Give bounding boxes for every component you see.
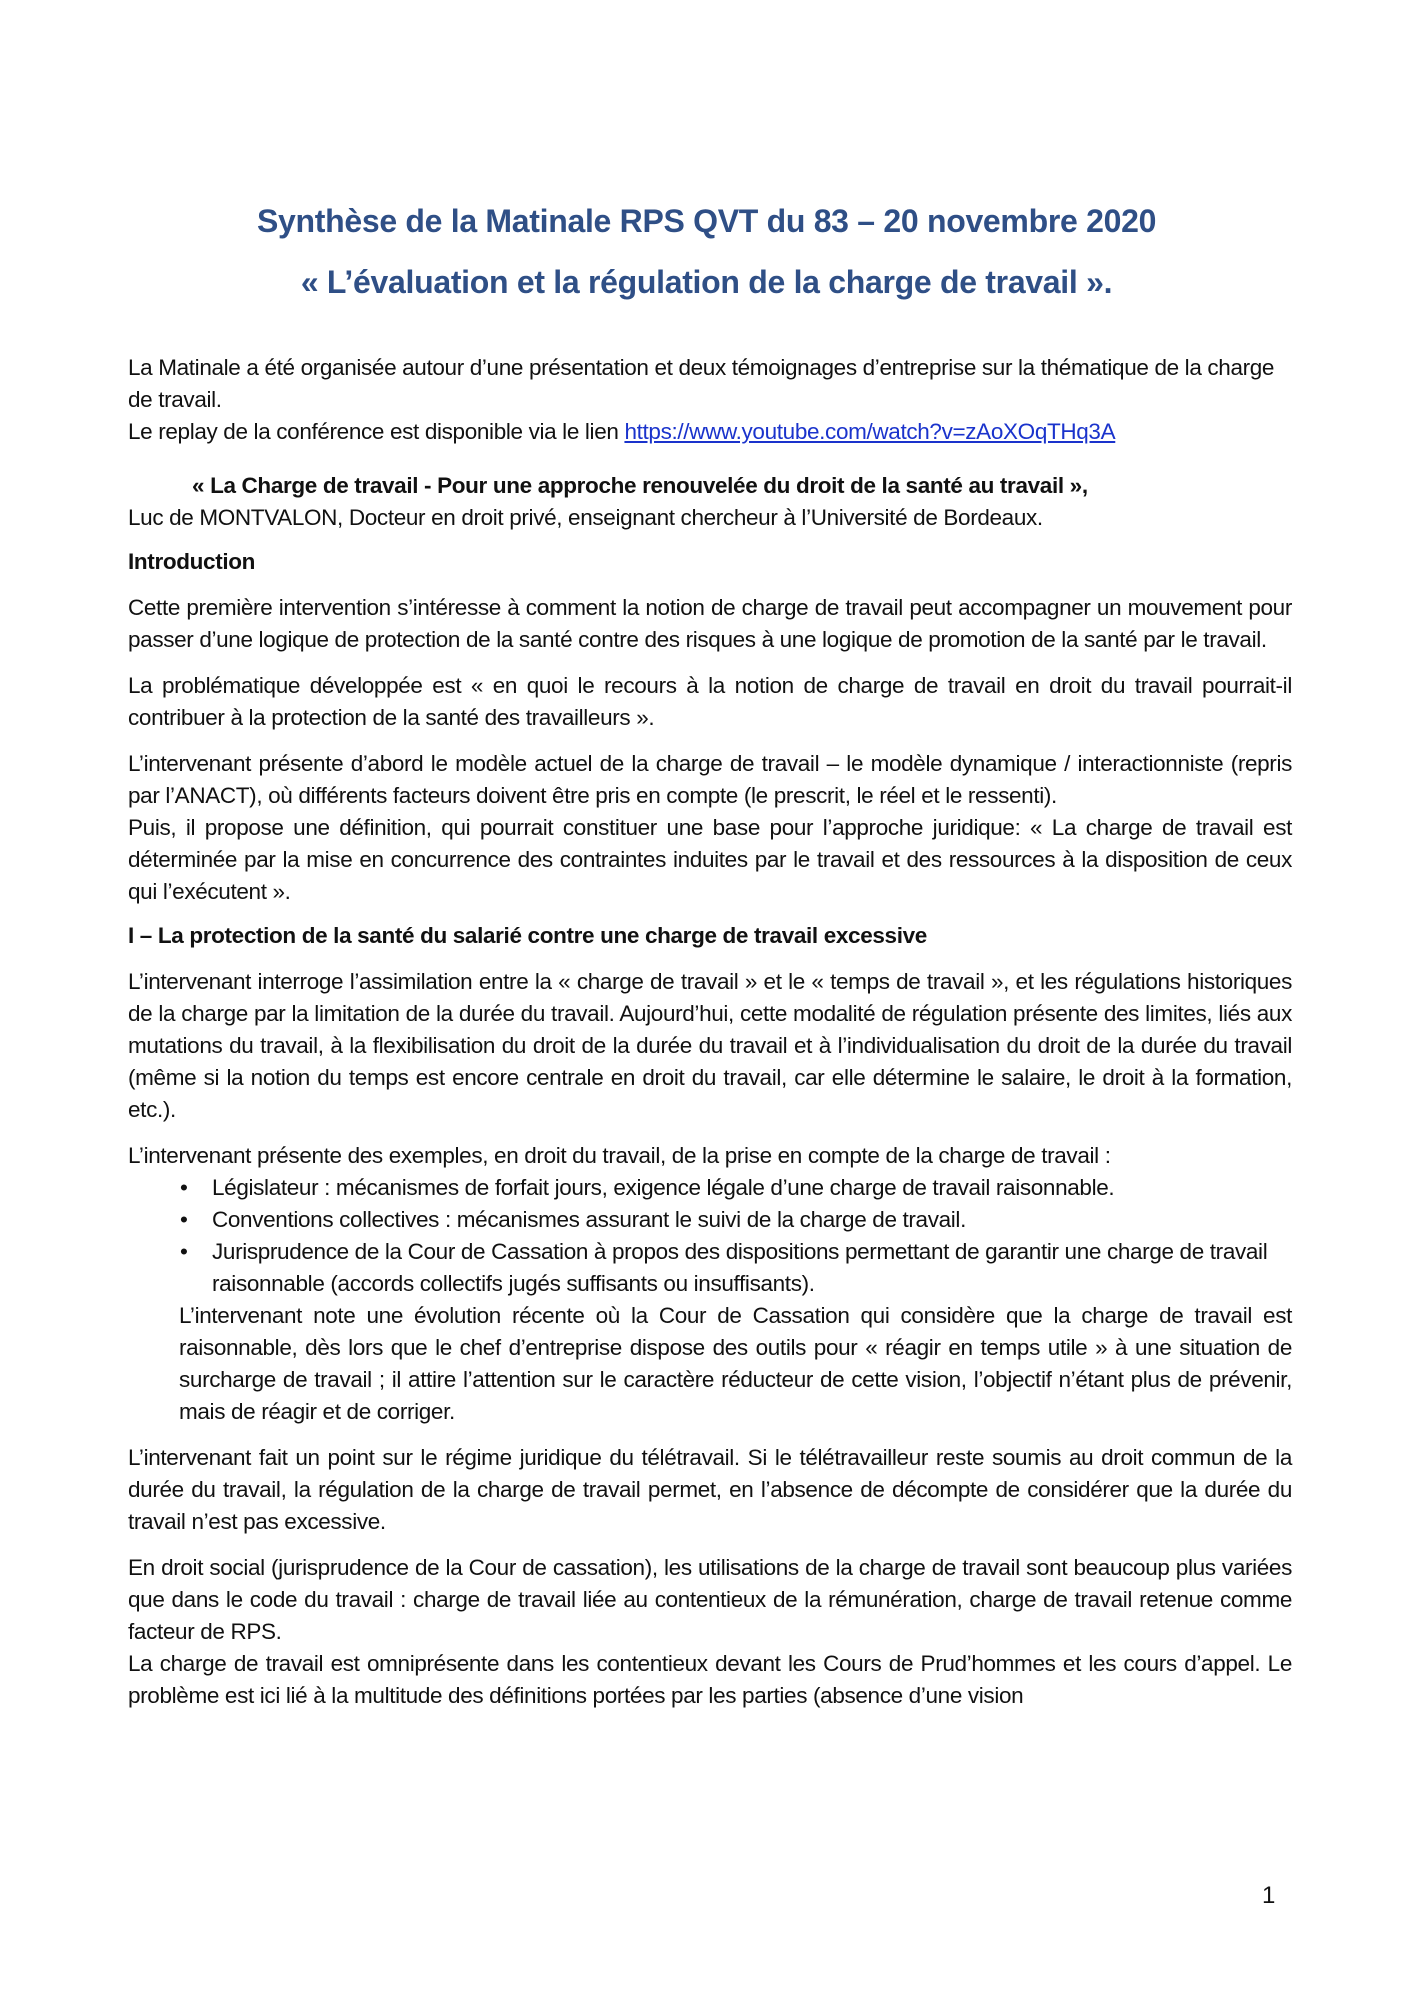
- replay-link[interactable]: https://www.youtube.com/watch?v=zAoXOqTHq3A: [624, 419, 1116, 444]
- list-item: [180, 1204, 1292, 1236]
- document-subtitle: « L’évaluation et la régulation de la charge de travail ».: [300, 264, 1113, 300]
- talk-title-suffix: ,: [1081, 473, 1088, 498]
- intro-paragraph: La Matinale a été organisée autour d’une présentation et deux témoignages d’entreprise sur la thématique de la charge de travail.: [128, 355, 1275, 412]
- paragraph: Cette première intervention s’intéresse à comment la notion de charge de travail peut accompagner un mouvement pour passer d’une logique de protection de la santé contre des risques à une logique de promotion de la santé par le travail.: [128, 595, 1292, 652]
- list-item-text: Jurisprudence de la Cour de Cassation à propos des dispositions permettant de garantir une charge de travail raisonnable (accords collectifs jugés suffisants ou insuffisants).: [212, 1239, 1268, 1296]
- page-number: 1: [1262, 1882, 1276, 1909]
- bullet-icon: •: [180, 1239, 188, 1264]
- paragraph: La charge de travail est omniprésente dans les contentieux devant les Cours de Prud’hommes et les cours d’appel. Le problème est ici lié à la multitude des définitions portées par les parties (absence d’une vision: [128, 1651, 1292, 1708]
- paragraph: La problématique développée est « en quoi le recours à la notion de charge de travail en droit du travail pourrait-il contribuer à la protection de la santé des travailleurs ».: [128, 673, 1292, 730]
- bullet-icon: •: [180, 1207, 188, 1232]
- paragraph: L’intervenant présente des exemples, en droit du travail, de la prise en compte de la charge de travail :: [128, 1143, 1111, 1168]
- list-item-text: Législateur : mécanismes de forfait jours, exigence légale d’une charge de travail raisonnable.: [212, 1175, 1115, 1200]
- speaker-info: Luc de MONTVALON, Docteur en droit privé, enseignant chercheur à l’Université de Bordeaux.: [128, 505, 1043, 530]
- talk-title: « La Charge de travail - Pour une approche renouvelée du droit de la santé au travail »: [192, 473, 1082, 498]
- indented-paragraph: L’intervenant note une évolution récente où la Cour de Cassation qui considère que la charge de travail est raisonnable, dès lors que le chef d’entreprise dispose des outils pour « réagir en temps utile » à une situation de surcharge de travail ; il attire l’attention sur le caractère réducteur de cette vision, l’objectif n’étant plus de prévenir, mais de réagir et de corriger.: [179, 1303, 1292, 1424]
- list-item: [180, 1236, 1292, 1300]
- paragraph: Puis, il propose une définition, qui pourrait constituer une base pour l’approche juridique: « La charge de travail est déterminée par la mise en concurrence des contraintes induites par le travail et des ressources à la disposition de ceux qui l’exécutent ».: [128, 815, 1292, 904]
- bullet-icon: •: [180, 1175, 188, 1200]
- section-heading-1: I – La protection de la santé du salarié contre une charge de travail excessive: [128, 923, 927, 948]
- paragraph: L’intervenant présente d’abord le modèle actuel de la charge de travail – le modèle dynamique / interactionniste (repris par l’ANACT), où différents facteurs doivent être pris en compte (le prescrit, le réel et le ressenti).: [128, 751, 1292, 808]
- examples-list: [128, 1172, 1292, 1300]
- paragraph: En droit social (jurisprudence de la Cour de cassation), les utilisations de la charge de travail sont beaucoup plus variées que dans le code du travail : charge de travail liée au contentieux de la rémunération, charge de travail retenue comme facteur de RPS.: [128, 1555, 1292, 1644]
- list-item: [180, 1172, 1292, 1204]
- paragraph: L’intervenant interroge l’assimilation entre la « charge de travail » et le « temps de travail », et les régulations historiques de la charge par la limitation de la durée du travail. Aujourd’hui, cette modalité de régulation présente des limites, liés aux mutations du travail, à la flexibilisation du droit de la durée du travail et à l’individualisation du droit de la durée du travail (même si la notion du temps est encore centrale en droit du travail, car elle détermine le salaire, le droit à la formation, etc.).: [128, 969, 1292, 1122]
- paragraph: L’intervenant fait un point sur le régime juridique du télétravail. Si le télétravailleur reste soumis au droit commun de la durée du travail, la régulation de la charge de travail permet, en l’absence de décompte de considérer que la durée du travail n’est pas excessive.: [128, 1445, 1292, 1534]
- document-body: [128, 352, 1292, 1712]
- document-title: Synthèse de la Matinale RPS QVT du 83 – 20 novembre 2020: [256, 203, 1157, 239]
- talk-title-line: [128, 470, 1292, 502]
- replay-line: [128, 416, 1292, 448]
- replay-text: Le replay de la conférence est disponible via le lien: [128, 419, 625, 444]
- section-heading-introduction: Introduction: [128, 549, 256, 574]
- list-item-text: Conventions collectives : mécanismes assurant le suivi de la charge de travail.: [212, 1207, 966, 1232]
